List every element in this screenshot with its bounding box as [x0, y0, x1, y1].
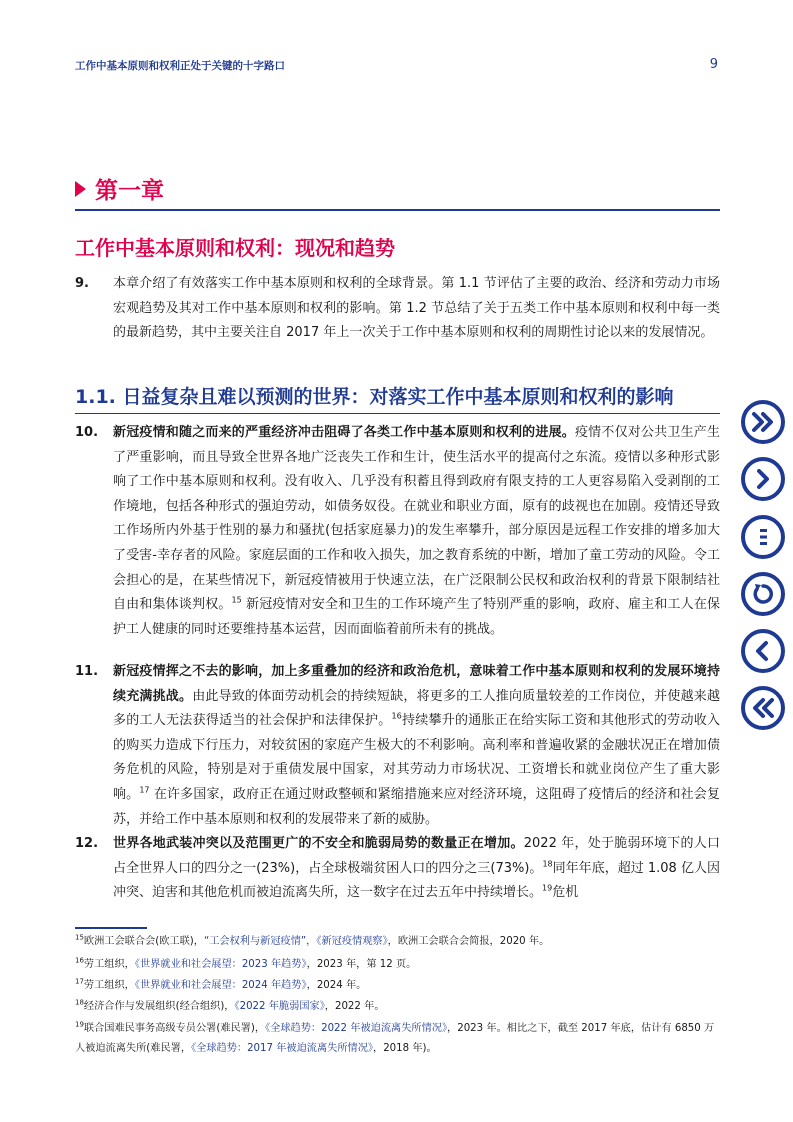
table-of-contents-button[interactable]: [741, 515, 785, 559]
footnote-link[interactable]: “工会权利与新冠疫情”，《新冠疫情观察》: [203, 936, 388, 947]
footnote-ref[interactable]: 15: [231, 595, 242, 605]
return-icon: [749, 580, 777, 608]
paragraph-lead: 世界各地武装冲突以及范围更广的不安全和脆弱局势的数量正在增加。: [113, 836, 524, 851]
paragraph-number: 9.: [75, 276, 89, 291]
paragraph-number: 10.: [75, 425, 99, 440]
next-page-icon: [749, 465, 777, 493]
last-page-icon: [749, 694, 777, 722]
footnote-text: 劳工组织，: [83, 959, 135, 970]
footnote-link[interactable]: 《世界就业和社会展望：2024 年趋势》: [134, 980, 307, 991]
paragraph-body: 由此导致的体面劳动机会的持续短缺，将更多的工人推向质量较差的工作岗位，并使越来越多的工人无法获得适当的社会保护和法律保护。: [113, 688, 720, 729]
paragraph-text: [113, 832, 720, 906]
footnote-text: ，2023 年，第 12 页。: [306, 959, 417, 970]
footnote-text: 劳工组织，: [83, 980, 135, 991]
paragraph-body-cont: 新冠疫情对安全和卫生的工作环境产生了特别严重的影响，政府、雇主和工人在保护工人健康的同时还要维持基本运营，因而面临着前所未有的挑战。: [113, 597, 720, 637]
footnote-17: [75, 976, 720, 996]
last-page-button[interactable]: [741, 686, 785, 730]
footnote-link[interactable]: 《全球趋势：2022 年被迫流离失所情况》: [265, 1023, 448, 1034]
paragraph-body: 2022 年，处于脆弱环境下的人口占全世界人口的四分之一(23%)，占全球极端贫困人口的四分之三(73%)。: [113, 836, 720, 876]
first-page-button[interactable]: [741, 400, 785, 444]
paragraph-body-cont: 同年年底，超过 1.08 亿人因冲突、迫害和其他危机而被迫流离失所，这一数字在过去五年中持续增长。: [113, 860, 721, 901]
paragraph-9: [75, 272, 720, 346]
footnote-text: 联合国难民事务高级专员公署(难民署)，: [83, 1023, 266, 1034]
footnote-number: 17: [75, 977, 84, 986]
footnote-divider: [75, 927, 147, 929]
footnote-text: 经济合作与发展组织(经合组织)，: [83, 1001, 235, 1012]
paragraph-lead: 新冠疫情和随之而来的严重经济冲击阻碍了各类工作中基本原则和权利的进展。: [113, 425, 575, 440]
paragraph-text: 本章介绍了有效落实工作中基本原则和权利的全球背景。第 1.1 节评估了主要的政治、经济和劳动力市场宏观趋势及其对工作中基本原则和权利的影响。第 1.2 节总结了关于五类工作中基本原则和权利中每一类的最新趋势，其中主要关注自 2017 年上一次关于工作中基本原则和权利的周期性讨论以来的发展情况。: [113, 276, 720, 341]
footnote-ref[interactable]: 16: [391, 711, 402, 721]
footnote-text: ，2022 年。: [324, 1001, 385, 1012]
paragraph-lead: 新冠疫情挥之不去的影响，加上多重叠加的经济和政治危机，意味着工作中基本原则和权利的发展环境持续充满挑战。: [113, 664, 720, 704]
footnote-text: ，欧洲工会联合会简报，2020 年。: [387, 936, 550, 947]
footnote-text: 欧洲工会联合会(欧工联)，: [83, 936, 204, 947]
paragraph-text: [113, 421, 720, 642]
paragraph-10: [75, 421, 720, 642]
footnote-number: 19: [75, 1020, 84, 1029]
footnote-number: 18: [75, 998, 84, 1007]
paragraph-text: [113, 660, 720, 832]
chapter-label: 第一章: [95, 178, 164, 204]
footnote-number: 15: [75, 933, 84, 942]
first-page-icon: [749, 408, 777, 436]
next-page-button[interactable]: [741, 457, 785, 501]
table-of-contents-icon: [749, 523, 777, 551]
footnote-text: ，2023 年。相比之下，截至 2017 年底，估计有 6850 万人被迫流离失所(难民署，: [75, 1023, 715, 1054]
footnote-text: ，2018 年)。: [373, 1043, 437, 1054]
paragraph-11: [75, 660, 720, 832]
paragraph-12: [75, 832, 720, 906]
paragraph-body-cont: 在许多国家，政府正在通过财政整顿和紧缩措施来应对经济环境，这阻碍了疫情后的经济和社会复苏，并给工作中基本原则和权利的发展带来了新的威胁。: [113, 786, 720, 827]
footnote-16: [75, 955, 720, 975]
paragraph-number: 11.: [75, 664, 99, 679]
running-header-title: 工作中基本原则和权利正处于关键的十字路口: [75, 60, 285, 72]
page-number: 9: [709, 57, 718, 72]
footnote-number: 16: [75, 956, 84, 965]
paragraph-body-cont: 持续攀升的通胀正在给实际工资和其他形式的劳动收入的购买力造成下行压力，对较贫困的家庭产生极大的不利影响。高利率和普遍收紧的金融状况正在增加债务危机的风险，特别是对于重债发展中国家，对其劳动力市场状况、工资增长和就业岗位产生了重大影响。: [113, 713, 720, 802]
footnote-ref[interactable]: 19: [542, 883, 553, 893]
chapter-heading: [75, 172, 164, 205]
footnote-ref[interactable]: 17: [139, 785, 150, 795]
footnote-19: [75, 1019, 720, 1059]
paragraph-number: 12.: [75, 836, 99, 851]
paragraph-body: 疫情不仅对公共卫生产生了严重影响，而且导致全世界各地广泛丧失工作和生计，使生活水平的提高付之东流。疫情以多种形式影响了工作中基本原则和权利。没有收入、几乎没有积蓄且得到政府有限支持的工人更容易陷入受剥削的工作境地，包括各种形式的强迫劳动，如债务奴役。在就业和职业方面，原有的歧视也在加剧。疫情还导致工作场所内外基于性别的暴力和骚扰(包括家庭暴力)的发生率攀升，部分原因是远程工作安排的增多加大了受害-幸存者的风险。家庭层面的工作和收入损失，加之教育系统的中断，增加了童工劳动的风险。令工会担心的是，在某些情况下，新冠疫情被用于快速立法，在广泛限制公民权和政治权利的背景下限制结社自由和集体谈判权。: [113, 425, 720, 613]
footnote-ref[interactable]: 18: [542, 859, 553, 869]
previous-page-icon: [749, 637, 777, 665]
footnote-link[interactable]: 《2022 年脆弱国家》: [234, 1001, 325, 1012]
triangle-bullet-icon: [75, 181, 86, 197]
footnote-15: [75, 932, 720, 952]
section-1-1-title: 1.1. 日益复杂且难以预测的世界：对落实工作中基本原则和权利的影响: [75, 386, 674, 408]
section-divider: [75, 413, 720, 414]
chapter-title: 工作中基本原则和权利：现况和趋势: [75, 236, 395, 260]
previous-page-button[interactable]: [741, 629, 785, 673]
footnote-link[interactable]: 《全球趋势：2017 年被迫流离失所情况》: [191, 1043, 374, 1054]
paragraph-body-cont: 危机: [552, 885, 579, 901]
chapter-divider: [75, 209, 720, 211]
footnote-link[interactable]: 《世界就业和社会展望：2023 年趋势》: [134, 959, 307, 970]
return-button[interactable]: [741, 572, 785, 616]
footnote-18: [75, 997, 720, 1017]
footnote-text: ，2024 年。: [306, 980, 367, 991]
